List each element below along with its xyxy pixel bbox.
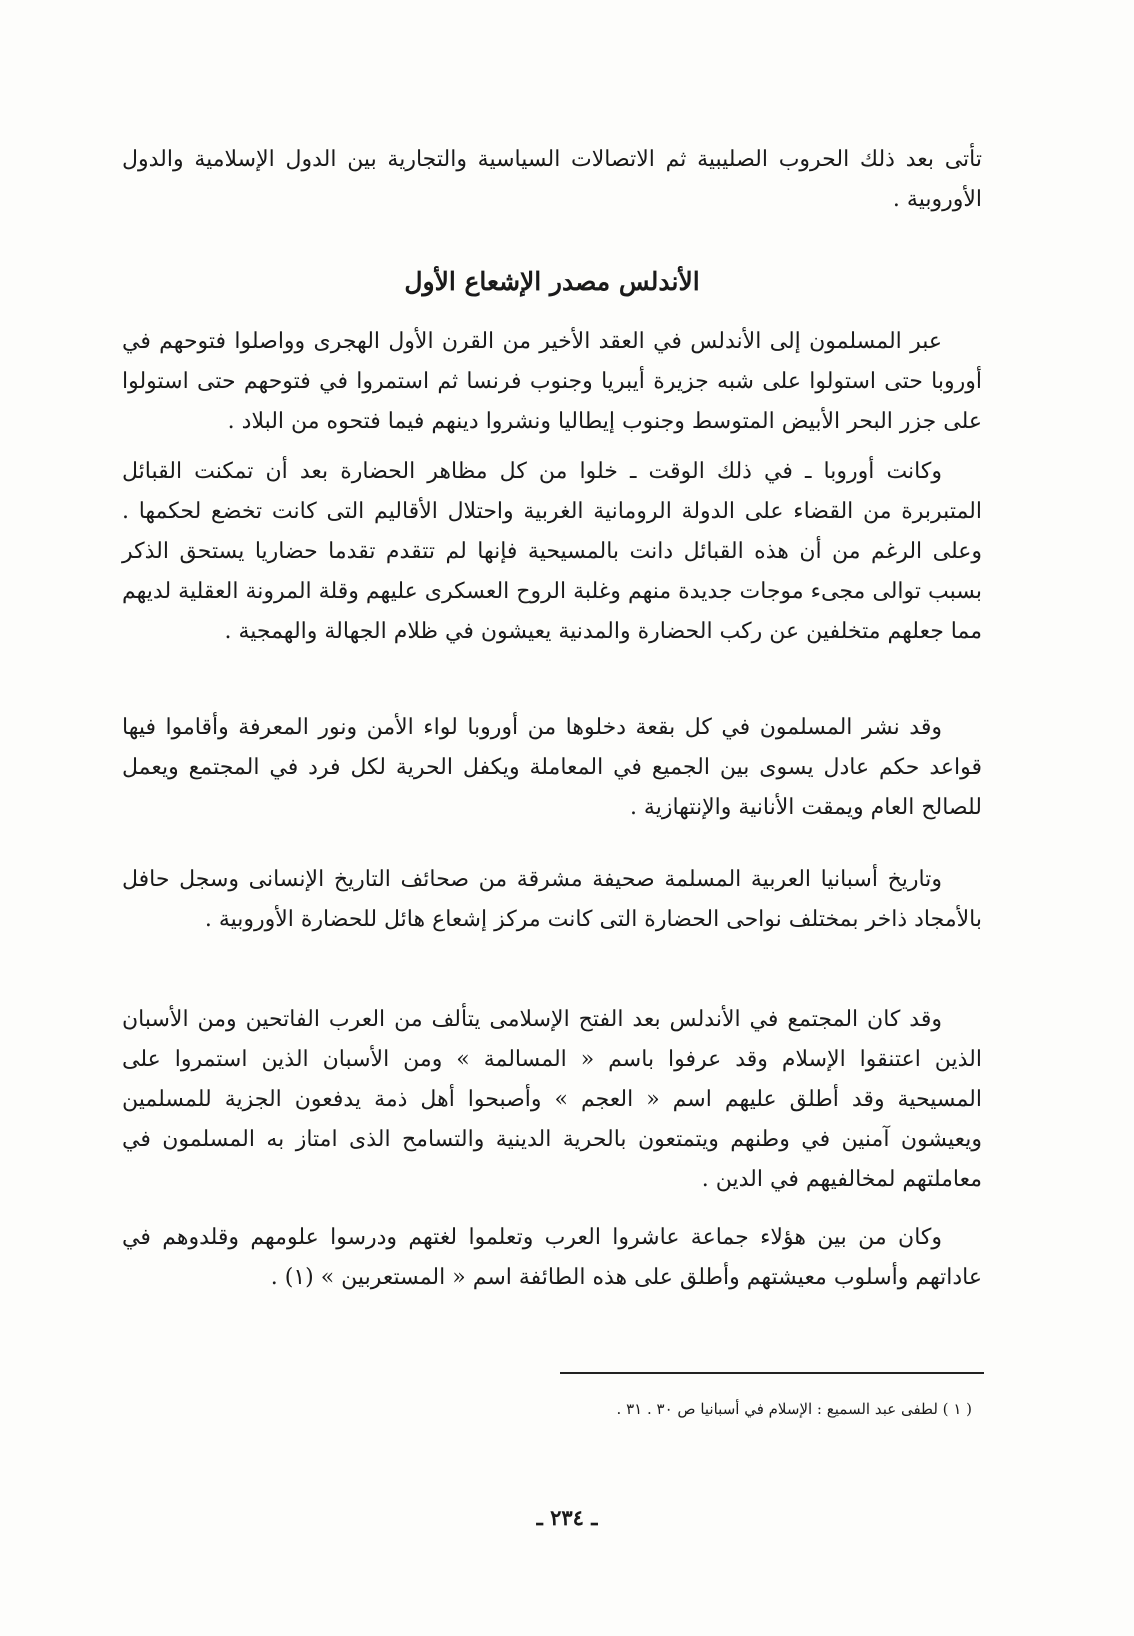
body-paragraph-4: وتاريخ أسبانيا العربية المسلمة صحيفة مشرقة من صحائف التاريخ الإنسانى وسجل حافل بالأمجاد ذاخر بمختلف نواحى الحضارة التى كانت مركز إشعاع هائل للحضارة الأوروبية . [122, 867, 982, 932]
section-heading: الأندلس مصدر الإشعاع الأول [404, 267, 700, 296]
body-paragraph-3: وقد نشر المسلمون في كل بقعة دخلوها من أوروبا لواء الأمن ونور المعرفة وأقاموا فيها قواعد حكم عادل يسوى بين الجميع في المعاملة ويكفل الحرية لكل فرد في المجتمع ويعمل للصالح العام ويمقت الأنانية والإنتهازية . [122, 715, 982, 820]
footnote-divider [560, 1372, 984, 1374]
paragraph-3-block [122, 708, 982, 828]
paragraph-4-block [122, 860, 982, 940]
body-paragraph-2: وكانت أوروبا ـ في ذلك الوقت ـ خلوا من كل مظاهر الحضارة بعد أن تمكنت القبائل المتبربرة من القضاء على الدولة الرومانية الغربية واحتلال الأقاليم التى كانت تخضع لحكمها . وعلى الرغم من أن هذه القبائل دانت بالمسيحية فإنها لم تتقدم تقدما حضاريا يستحق الذكر بسبب توالى مجىء موجات جديدة منهم وغلبة الروح العسكرى عليهم وقلة المرونة العقلية لديهم مما جعلهم متخلفين عن ركب الحضارة والمدنية يعيشون في ظلام الجهالة والهمجية . [122, 459, 982, 644]
paragraph-2-block [122, 452, 982, 652]
paragraph-5-block [122, 1000, 982, 1200]
intro-text-block [122, 140, 982, 220]
page-number: ـ ٢٣٤ ـ [536, 1505, 598, 1530]
paragraph-6-block [122, 1218, 982, 1298]
body-paragraph-5: وقد كان المجتمع في الأندلس بعد الفتح الإسلامى يتألف من العرب الفاتحين ومن الأسبان الذين اعتنقوا الإسلام وقد عرفوا باسم « المسالمة » ومن الأسبان الذين استمروا على المسيحية وقد أطلق عليهم اسم « العجم » وأصبحوا أهل ذمة يدفعون الجزية للمسلمين ويعيشون آمنين في وطنهم ويتمتعون بالحرية الدينية والتسامح الذى امتاز به المسلمون في معاملتهم لمخالفيهم في الدين . [122, 1007, 982, 1192]
footnote: ( ١ ) لطفى عبد السميع : الإسلام في أسبانيا ص ٣٠ . ٣١ . [616, 1400, 972, 1418]
intro-paragraph: تأتى بعد ذلك الحروب الصليبية ثم الاتصالات السياسية والتجارية بين الدول الإسلامية والدول الأوروبية . [122, 147, 982, 212]
paragraph-1-block [122, 322, 982, 442]
body-paragraph-6: وكان من بين هؤلاء جماعة عاشروا العرب وتعلموا لغتهم ودرسوا علومهم وقلدوهم في عاداتهم وأسلوب معيشتهم وأطلق على هذه الطائفة اسم « المستعربين » (١) . [122, 1225, 982, 1290]
body-paragraph-1: عبر المسلمون إلى الأندلس في العقد الأخير من القرن الأول الهجرى وواصلوا فتوحهم في أوروبا حتى استولوا على شبه جزيرة أيبريا وجنوب فرنسا ثم استمروا في فتوحهم حتى استولوا على جزر البحر الأبيض المتوسط وجنوب إيطاليا ونشروا دينهم فيما فتحوه من البلاد . [122, 329, 982, 434]
